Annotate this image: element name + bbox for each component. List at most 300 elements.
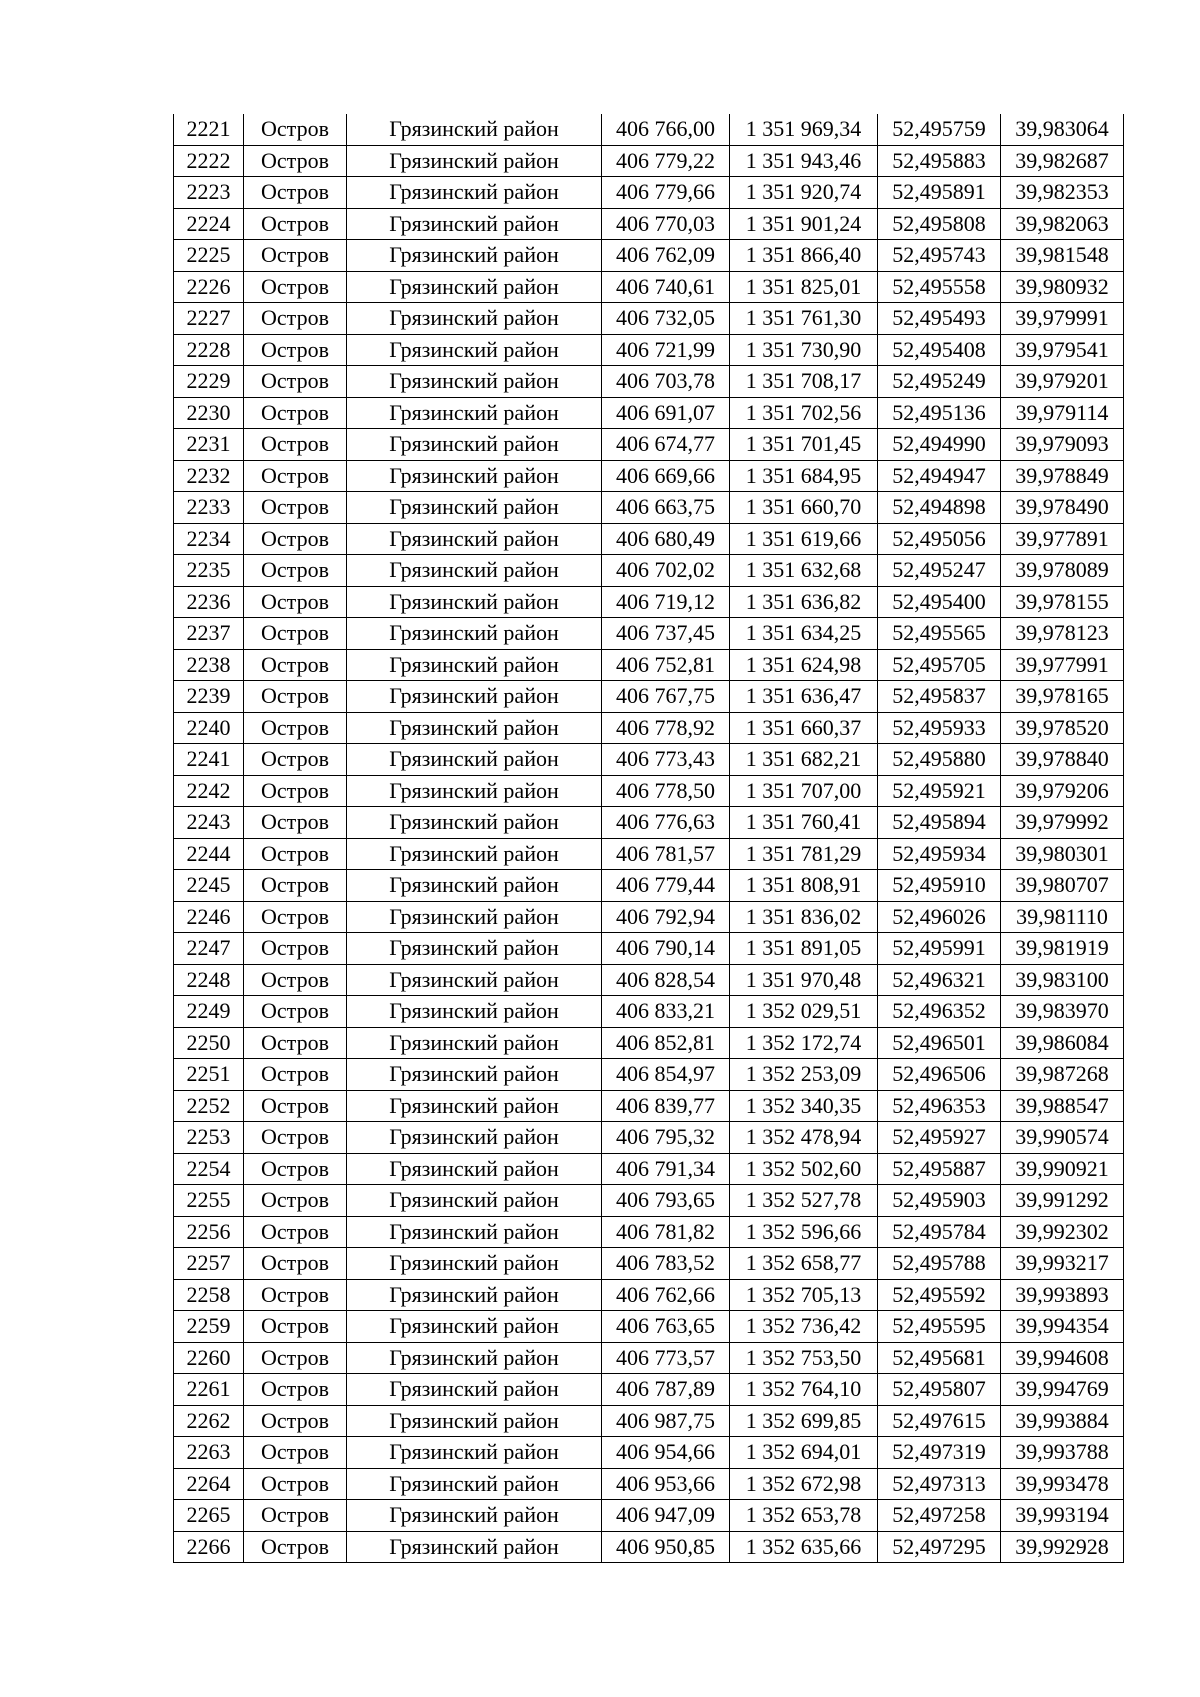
latitude-cell: 52,496501 xyxy=(878,1027,1001,1059)
point-number-cell: 2244 xyxy=(174,838,244,870)
y-coordinate-cell: 1 352 596,66 xyxy=(730,1216,878,1248)
point-number-cell: 2257 xyxy=(174,1248,244,1280)
x-coordinate-cell: 406 766,00 xyxy=(602,114,730,145)
x-coordinate-cell: 406 793,65 xyxy=(602,1185,730,1217)
table-row xyxy=(174,1090,1124,1122)
point-number-cell: 2250 xyxy=(174,1027,244,1059)
latitude-cell: 52,495927 xyxy=(878,1122,1001,1154)
latitude-cell: 52,495921 xyxy=(878,775,1001,807)
x-coordinate-cell: 406 839,77 xyxy=(602,1090,730,1122)
table-row xyxy=(174,996,1124,1028)
latitude-cell: 52,495565 xyxy=(878,618,1001,650)
district-cell: Грязинский район xyxy=(347,1059,602,1091)
y-coordinate-cell: 1 351 702,56 xyxy=(730,397,878,429)
object-name-cell: Остров xyxy=(244,681,347,713)
district-cell: Грязинский район xyxy=(347,1531,602,1563)
y-coordinate-cell: 1 351 825,01 xyxy=(730,271,878,303)
latitude-cell: 52,495136 xyxy=(878,397,1001,429)
x-coordinate-cell: 406 762,66 xyxy=(602,1279,730,1311)
table-row xyxy=(174,240,1124,272)
longitude-cell: 39,994769 xyxy=(1001,1374,1124,1406)
district-cell: Грязинский район xyxy=(347,649,602,681)
latitude-cell: 52,496352 xyxy=(878,996,1001,1028)
x-coordinate-cell: 406 779,44 xyxy=(602,870,730,902)
latitude-cell: 52,495705 xyxy=(878,649,1001,681)
object-name-cell: Остров xyxy=(244,555,347,587)
district-cell: Грязинский район xyxy=(347,1374,602,1406)
district-cell: Грязинский район xyxy=(347,996,602,1028)
x-coordinate-cell: 406 674,77 xyxy=(602,429,730,461)
district-cell: Грязинский район xyxy=(347,366,602,398)
district-cell: Грязинский район xyxy=(347,1090,602,1122)
table-row xyxy=(174,366,1124,398)
x-coordinate-cell: 406 795,32 xyxy=(602,1122,730,1154)
table-row xyxy=(174,1216,1124,1248)
point-number-cell: 2242 xyxy=(174,775,244,807)
latitude-cell: 52,497295 xyxy=(878,1531,1001,1563)
latitude-cell: 52,494947 xyxy=(878,460,1001,492)
y-coordinate-cell: 1 352 705,13 xyxy=(730,1279,878,1311)
longitude-cell: 39,978155 xyxy=(1001,586,1124,618)
longitude-cell: 39,993884 xyxy=(1001,1405,1124,1437)
x-coordinate-cell: 406 781,57 xyxy=(602,838,730,870)
x-coordinate-cell: 406 732,05 xyxy=(602,303,730,335)
longitude-cell: 39,978490 xyxy=(1001,492,1124,524)
district-cell: Грязинский район xyxy=(347,1185,602,1217)
district-cell: Грязинский район xyxy=(347,523,602,555)
table-row xyxy=(174,1342,1124,1374)
y-coordinate-cell: 1 352 736,42 xyxy=(730,1311,878,1343)
longitude-cell: 39,980932 xyxy=(1001,271,1124,303)
point-number-cell: 2237 xyxy=(174,618,244,650)
object-name-cell: Остров xyxy=(244,145,347,177)
district-cell: Грязинский район xyxy=(347,1468,602,1500)
x-coordinate-cell: 406 773,43 xyxy=(602,744,730,776)
table-row xyxy=(174,1405,1124,1437)
x-coordinate-cell: 406 828,54 xyxy=(602,964,730,996)
district-cell: Грязинский район xyxy=(347,1216,602,1248)
object-name-cell: Остров xyxy=(244,1248,347,1280)
longitude-cell: 39,993478 xyxy=(1001,1468,1124,1500)
latitude-cell: 52,495887 xyxy=(878,1153,1001,1185)
latitude-cell: 52,495784 xyxy=(878,1216,1001,1248)
district-cell: Грязинский район xyxy=(347,397,602,429)
latitude-cell: 52,496321 xyxy=(878,964,1001,996)
latitude-cell: 52,495595 xyxy=(878,1311,1001,1343)
longitude-cell: 39,993893 xyxy=(1001,1279,1124,1311)
object-name-cell: Остров xyxy=(244,618,347,650)
table-row xyxy=(174,145,1124,177)
y-coordinate-cell: 1 351 624,98 xyxy=(730,649,878,681)
table-body xyxy=(174,114,1124,1563)
table-row xyxy=(174,523,1124,555)
y-coordinate-cell: 1 352 653,78 xyxy=(730,1500,878,1532)
y-coordinate-cell: 1 352 029,51 xyxy=(730,996,878,1028)
district-cell: Грязинский район xyxy=(347,744,602,776)
object-name-cell: Остров xyxy=(244,1311,347,1343)
object-name-cell: Остров xyxy=(244,964,347,996)
district-cell: Грязинский район xyxy=(347,933,602,965)
point-number-cell: 2226 xyxy=(174,271,244,303)
y-coordinate-cell: 1 351 970,48 xyxy=(730,964,878,996)
point-number-cell: 2231 xyxy=(174,429,244,461)
point-number-cell: 2233 xyxy=(174,492,244,524)
longitude-cell: 39,993217 xyxy=(1001,1248,1124,1280)
x-coordinate-cell: 406 787,89 xyxy=(602,1374,730,1406)
point-number-cell: 2248 xyxy=(174,964,244,996)
table-row xyxy=(174,712,1124,744)
district-cell: Грязинский район xyxy=(347,1153,602,1185)
point-number-cell: 2221 xyxy=(174,114,244,145)
district-cell: Грязинский район xyxy=(347,807,602,839)
object-name-cell: Остров xyxy=(244,1090,347,1122)
x-coordinate-cell: 406 950,85 xyxy=(602,1531,730,1563)
latitude-cell: 52,495903 xyxy=(878,1185,1001,1217)
y-coordinate-cell: 1 351 632,68 xyxy=(730,555,878,587)
point-number-cell: 2238 xyxy=(174,649,244,681)
object-name-cell: Остров xyxy=(244,649,347,681)
latitude-cell: 52,496353 xyxy=(878,1090,1001,1122)
point-number-cell: 2241 xyxy=(174,744,244,776)
longitude-cell: 39,988547 xyxy=(1001,1090,1124,1122)
y-coordinate-cell: 1 351 761,30 xyxy=(730,303,878,335)
y-coordinate-cell: 1 351 920,74 xyxy=(730,177,878,209)
table-row xyxy=(174,429,1124,461)
object-name-cell: Остров xyxy=(244,429,347,461)
object-name-cell: Остров xyxy=(244,240,347,272)
y-coordinate-cell: 1 352 635,66 xyxy=(730,1531,878,1563)
longitude-cell: 39,983970 xyxy=(1001,996,1124,1028)
point-number-cell: 2256 xyxy=(174,1216,244,1248)
longitude-cell: 39,993194 xyxy=(1001,1500,1124,1532)
district-cell: Грязинский район xyxy=(347,208,602,240)
longitude-cell: 39,979093 xyxy=(1001,429,1124,461)
latitude-cell: 52,495592 xyxy=(878,1279,1001,1311)
district-cell: Грязинский район xyxy=(347,145,602,177)
district-cell: Грязинский район xyxy=(347,1342,602,1374)
table-row xyxy=(174,933,1124,965)
x-coordinate-cell: 406 791,34 xyxy=(602,1153,730,1185)
point-number-cell: 2249 xyxy=(174,996,244,1028)
latitude-cell: 52,495558 xyxy=(878,271,1001,303)
object-name-cell: Остров xyxy=(244,271,347,303)
district-cell: Грязинский район xyxy=(347,1500,602,1532)
district-cell: Грязинский район xyxy=(347,681,602,713)
object-name-cell: Остров xyxy=(244,1374,347,1406)
point-number-cell: 2236 xyxy=(174,586,244,618)
latitude-cell: 52,495894 xyxy=(878,807,1001,839)
latitude-cell: 52,495249 xyxy=(878,366,1001,398)
district-cell: Грязинский район xyxy=(347,555,602,587)
x-coordinate-cell: 406 779,66 xyxy=(602,177,730,209)
longitude-cell: 39,986084 xyxy=(1001,1027,1124,1059)
x-coordinate-cell: 406 762,09 xyxy=(602,240,730,272)
object-name-cell: Остров xyxy=(244,807,347,839)
y-coordinate-cell: 1 351 682,21 xyxy=(730,744,878,776)
point-number-cell: 2261 xyxy=(174,1374,244,1406)
longitude-cell: 39,990574 xyxy=(1001,1122,1124,1154)
x-coordinate-cell: 406 779,22 xyxy=(602,145,730,177)
object-name-cell: Остров xyxy=(244,1059,347,1091)
latitude-cell: 52,495408 xyxy=(878,334,1001,366)
point-number-cell: 2254 xyxy=(174,1153,244,1185)
longitude-cell: 39,980707 xyxy=(1001,870,1124,902)
x-coordinate-cell: 406 783,52 xyxy=(602,1248,730,1280)
longitude-cell: 39,982353 xyxy=(1001,177,1124,209)
object-name-cell: Остров xyxy=(244,996,347,1028)
table-row xyxy=(174,1374,1124,1406)
district-cell: Грязинский район xyxy=(347,177,602,209)
x-coordinate-cell: 406 790,14 xyxy=(602,933,730,965)
table-row xyxy=(174,271,1124,303)
district-cell: Грязинский район xyxy=(347,240,602,272)
object-name-cell: Остров xyxy=(244,460,347,492)
x-coordinate-cell: 406 752,81 xyxy=(602,649,730,681)
x-coordinate-cell: 406 703,78 xyxy=(602,366,730,398)
point-number-cell: 2251 xyxy=(174,1059,244,1091)
y-coordinate-cell: 1 352 658,77 xyxy=(730,1248,878,1280)
district-cell: Грязинский район xyxy=(347,618,602,650)
x-coordinate-cell: 406 663,75 xyxy=(602,492,730,524)
y-coordinate-cell: 1 352 753,50 xyxy=(730,1342,878,1374)
district-cell: Грязинский район xyxy=(347,429,602,461)
longitude-cell: 39,979114 xyxy=(1001,397,1124,429)
table-row xyxy=(174,1311,1124,1343)
point-number-cell: 2245 xyxy=(174,870,244,902)
latitude-cell: 52,496026 xyxy=(878,901,1001,933)
table-row xyxy=(174,618,1124,650)
object-name-cell: Остров xyxy=(244,870,347,902)
table-row xyxy=(174,681,1124,713)
table-row xyxy=(174,807,1124,839)
table-row xyxy=(174,1153,1124,1185)
point-number-cell: 2258 xyxy=(174,1279,244,1311)
object-name-cell: Остров xyxy=(244,838,347,870)
object-name-cell: Остров xyxy=(244,397,347,429)
table-row xyxy=(174,1027,1124,1059)
table-row xyxy=(174,775,1124,807)
district-cell: Грязинский район xyxy=(347,901,602,933)
y-coordinate-cell: 1 351 660,37 xyxy=(730,712,878,744)
longitude-cell: 39,981548 xyxy=(1001,240,1124,272)
latitude-cell: 52,495743 xyxy=(878,240,1001,272)
y-coordinate-cell: 1 351 891,05 xyxy=(730,933,878,965)
y-coordinate-cell: 1 352 672,98 xyxy=(730,1468,878,1500)
district-cell: Грязинский район xyxy=(347,838,602,870)
latitude-cell: 52,495788 xyxy=(878,1248,1001,1280)
x-coordinate-cell: 406 833,21 xyxy=(602,996,730,1028)
table-row xyxy=(174,334,1124,366)
table-row xyxy=(174,208,1124,240)
point-number-cell: 2252 xyxy=(174,1090,244,1122)
object-name-cell: Остров xyxy=(244,1531,347,1563)
object-name-cell: Остров xyxy=(244,492,347,524)
latitude-cell: 52,495808 xyxy=(878,208,1001,240)
y-coordinate-cell: 1 351 901,24 xyxy=(730,208,878,240)
latitude-cell: 52,495883 xyxy=(878,145,1001,177)
point-number-cell: 2225 xyxy=(174,240,244,272)
object-name-cell: Остров xyxy=(244,334,347,366)
x-coordinate-cell: 406 737,45 xyxy=(602,618,730,650)
x-coordinate-cell: 406 770,03 xyxy=(602,208,730,240)
y-coordinate-cell: 1 351 866,40 xyxy=(730,240,878,272)
object-name-cell: Остров xyxy=(244,208,347,240)
x-coordinate-cell: 406 721,99 xyxy=(602,334,730,366)
longitude-cell: 39,978849 xyxy=(1001,460,1124,492)
x-coordinate-cell: 406 778,92 xyxy=(602,712,730,744)
x-coordinate-cell: 406 680,49 xyxy=(602,523,730,555)
x-coordinate-cell: 406 740,61 xyxy=(602,271,730,303)
latitude-cell: 52,495910 xyxy=(878,870,1001,902)
point-number-cell: 2234 xyxy=(174,523,244,555)
latitude-cell: 52,495247 xyxy=(878,555,1001,587)
x-coordinate-cell: 406 773,57 xyxy=(602,1342,730,1374)
x-coordinate-cell: 406 947,09 xyxy=(602,1500,730,1532)
district-cell: Грязинский район xyxy=(347,492,602,524)
table-row xyxy=(174,1185,1124,1217)
longitude-cell: 39,981919 xyxy=(1001,933,1124,965)
x-coordinate-cell: 406 852,81 xyxy=(602,1027,730,1059)
longitude-cell: 39,991292 xyxy=(1001,1185,1124,1217)
y-coordinate-cell: 1 352 478,94 xyxy=(730,1122,878,1154)
point-number-cell: 2239 xyxy=(174,681,244,713)
point-number-cell: 2266 xyxy=(174,1531,244,1563)
longitude-cell: 39,993788 xyxy=(1001,1437,1124,1469)
x-coordinate-cell: 406 702,02 xyxy=(602,555,730,587)
district-cell: Грязинский район xyxy=(347,1311,602,1343)
district-cell: Грязинский район xyxy=(347,870,602,902)
object-name-cell: Остров xyxy=(244,1153,347,1185)
y-coordinate-cell: 1 351 808,91 xyxy=(730,870,878,902)
object-name-cell: Остров xyxy=(244,1185,347,1217)
object-name-cell: Остров xyxy=(244,523,347,555)
x-coordinate-cell: 406 792,94 xyxy=(602,901,730,933)
point-number-cell: 2263 xyxy=(174,1437,244,1469)
district-cell: Грязинский район xyxy=(347,1405,602,1437)
y-coordinate-cell: 1 352 764,10 xyxy=(730,1374,878,1406)
y-coordinate-cell: 1 351 943,46 xyxy=(730,145,878,177)
district-cell: Грязинский район xyxy=(347,1279,602,1311)
table-row xyxy=(174,1500,1124,1532)
point-number-cell: 2243 xyxy=(174,807,244,839)
object-name-cell: Остров xyxy=(244,1122,347,1154)
y-coordinate-cell: 1 351 708,17 xyxy=(730,366,878,398)
longitude-cell: 39,977991 xyxy=(1001,649,1124,681)
y-coordinate-cell: 1 352 340,35 xyxy=(730,1090,878,1122)
object-name-cell: Остров xyxy=(244,1405,347,1437)
x-coordinate-cell: 406 719,12 xyxy=(602,586,730,618)
longitude-cell: 39,983100 xyxy=(1001,964,1124,996)
table-row xyxy=(174,492,1124,524)
table-row xyxy=(174,177,1124,209)
y-coordinate-cell: 1 352 527,78 xyxy=(730,1185,878,1217)
x-coordinate-cell: 406 778,50 xyxy=(602,775,730,807)
latitude-cell: 52,495807 xyxy=(878,1374,1001,1406)
latitude-cell: 52,497313 xyxy=(878,1468,1001,1500)
coordinates-table xyxy=(173,114,1124,1563)
x-coordinate-cell: 406 763,65 xyxy=(602,1311,730,1343)
x-coordinate-cell: 406 854,97 xyxy=(602,1059,730,1091)
x-coordinate-cell: 406 669,66 xyxy=(602,460,730,492)
district-cell: Грязинский район xyxy=(347,712,602,744)
latitude-cell: 52,495891 xyxy=(878,177,1001,209)
table-row xyxy=(174,649,1124,681)
longitude-cell: 39,978840 xyxy=(1001,744,1124,776)
latitude-cell: 52,495934 xyxy=(878,838,1001,870)
latitude-cell: 52,495880 xyxy=(878,744,1001,776)
y-coordinate-cell: 1 351 636,47 xyxy=(730,681,878,713)
longitude-cell: 39,982063 xyxy=(1001,208,1124,240)
longitude-cell: 39,981110 xyxy=(1001,901,1124,933)
table-row xyxy=(174,870,1124,902)
table-row xyxy=(174,1248,1124,1280)
object-name-cell: Остров xyxy=(244,712,347,744)
object-name-cell: Остров xyxy=(244,1279,347,1311)
object-name-cell: Остров xyxy=(244,303,347,335)
object-name-cell: Остров xyxy=(244,744,347,776)
object-name-cell: Остров xyxy=(244,1027,347,1059)
longitude-cell: 39,978520 xyxy=(1001,712,1124,744)
latitude-cell: 52,494990 xyxy=(878,429,1001,461)
latitude-cell: 52,495056 xyxy=(878,523,1001,555)
object-name-cell: Остров xyxy=(244,177,347,209)
table-row xyxy=(174,1468,1124,1500)
y-coordinate-cell: 1 351 660,70 xyxy=(730,492,878,524)
point-number-cell: 2259 xyxy=(174,1311,244,1343)
y-coordinate-cell: 1 352 253,09 xyxy=(730,1059,878,1091)
table-row xyxy=(174,397,1124,429)
point-number-cell: 2235 xyxy=(174,555,244,587)
longitude-cell: 39,977891 xyxy=(1001,523,1124,555)
longitude-cell: 39,983064 xyxy=(1001,114,1124,145)
longitude-cell: 39,978089 xyxy=(1001,555,1124,587)
point-number-cell: 2228 xyxy=(174,334,244,366)
district-cell: Грязинский район xyxy=(347,586,602,618)
district-cell: Грязинский район xyxy=(347,775,602,807)
point-number-cell: 2253 xyxy=(174,1122,244,1154)
point-number-cell: 2229 xyxy=(174,366,244,398)
y-coordinate-cell: 1 351 636,82 xyxy=(730,586,878,618)
longitude-cell: 39,978165 xyxy=(1001,681,1124,713)
latitude-cell: 52,495400 xyxy=(878,586,1001,618)
x-coordinate-cell: 406 781,82 xyxy=(602,1216,730,1248)
longitude-cell: 39,992302 xyxy=(1001,1216,1124,1248)
object-name-cell: Остров xyxy=(244,901,347,933)
table-row xyxy=(174,586,1124,618)
point-number-cell: 2260 xyxy=(174,1342,244,1374)
district-cell: Грязинский район xyxy=(347,303,602,335)
x-coordinate-cell: 406 987,75 xyxy=(602,1405,730,1437)
district-cell: Грязинский район xyxy=(347,271,602,303)
longitude-cell: 39,979992 xyxy=(1001,807,1124,839)
y-coordinate-cell: 1 351 836,02 xyxy=(730,901,878,933)
point-number-cell: 2247 xyxy=(174,933,244,965)
point-number-cell: 2265 xyxy=(174,1500,244,1532)
object-name-cell: Остров xyxy=(244,586,347,618)
district-cell: Грязинский район xyxy=(347,460,602,492)
table-row xyxy=(174,303,1124,335)
latitude-cell: 52,495681 xyxy=(878,1342,1001,1374)
table-row xyxy=(174,555,1124,587)
point-number-cell: 2255 xyxy=(174,1185,244,1217)
table-row xyxy=(174,1531,1124,1563)
longitude-cell: 39,987268 xyxy=(1001,1059,1124,1091)
table-row xyxy=(174,114,1124,145)
latitude-cell: 52,495759 xyxy=(878,114,1001,145)
table-row xyxy=(174,1437,1124,1469)
table-row xyxy=(174,1059,1124,1091)
table-row xyxy=(174,964,1124,996)
